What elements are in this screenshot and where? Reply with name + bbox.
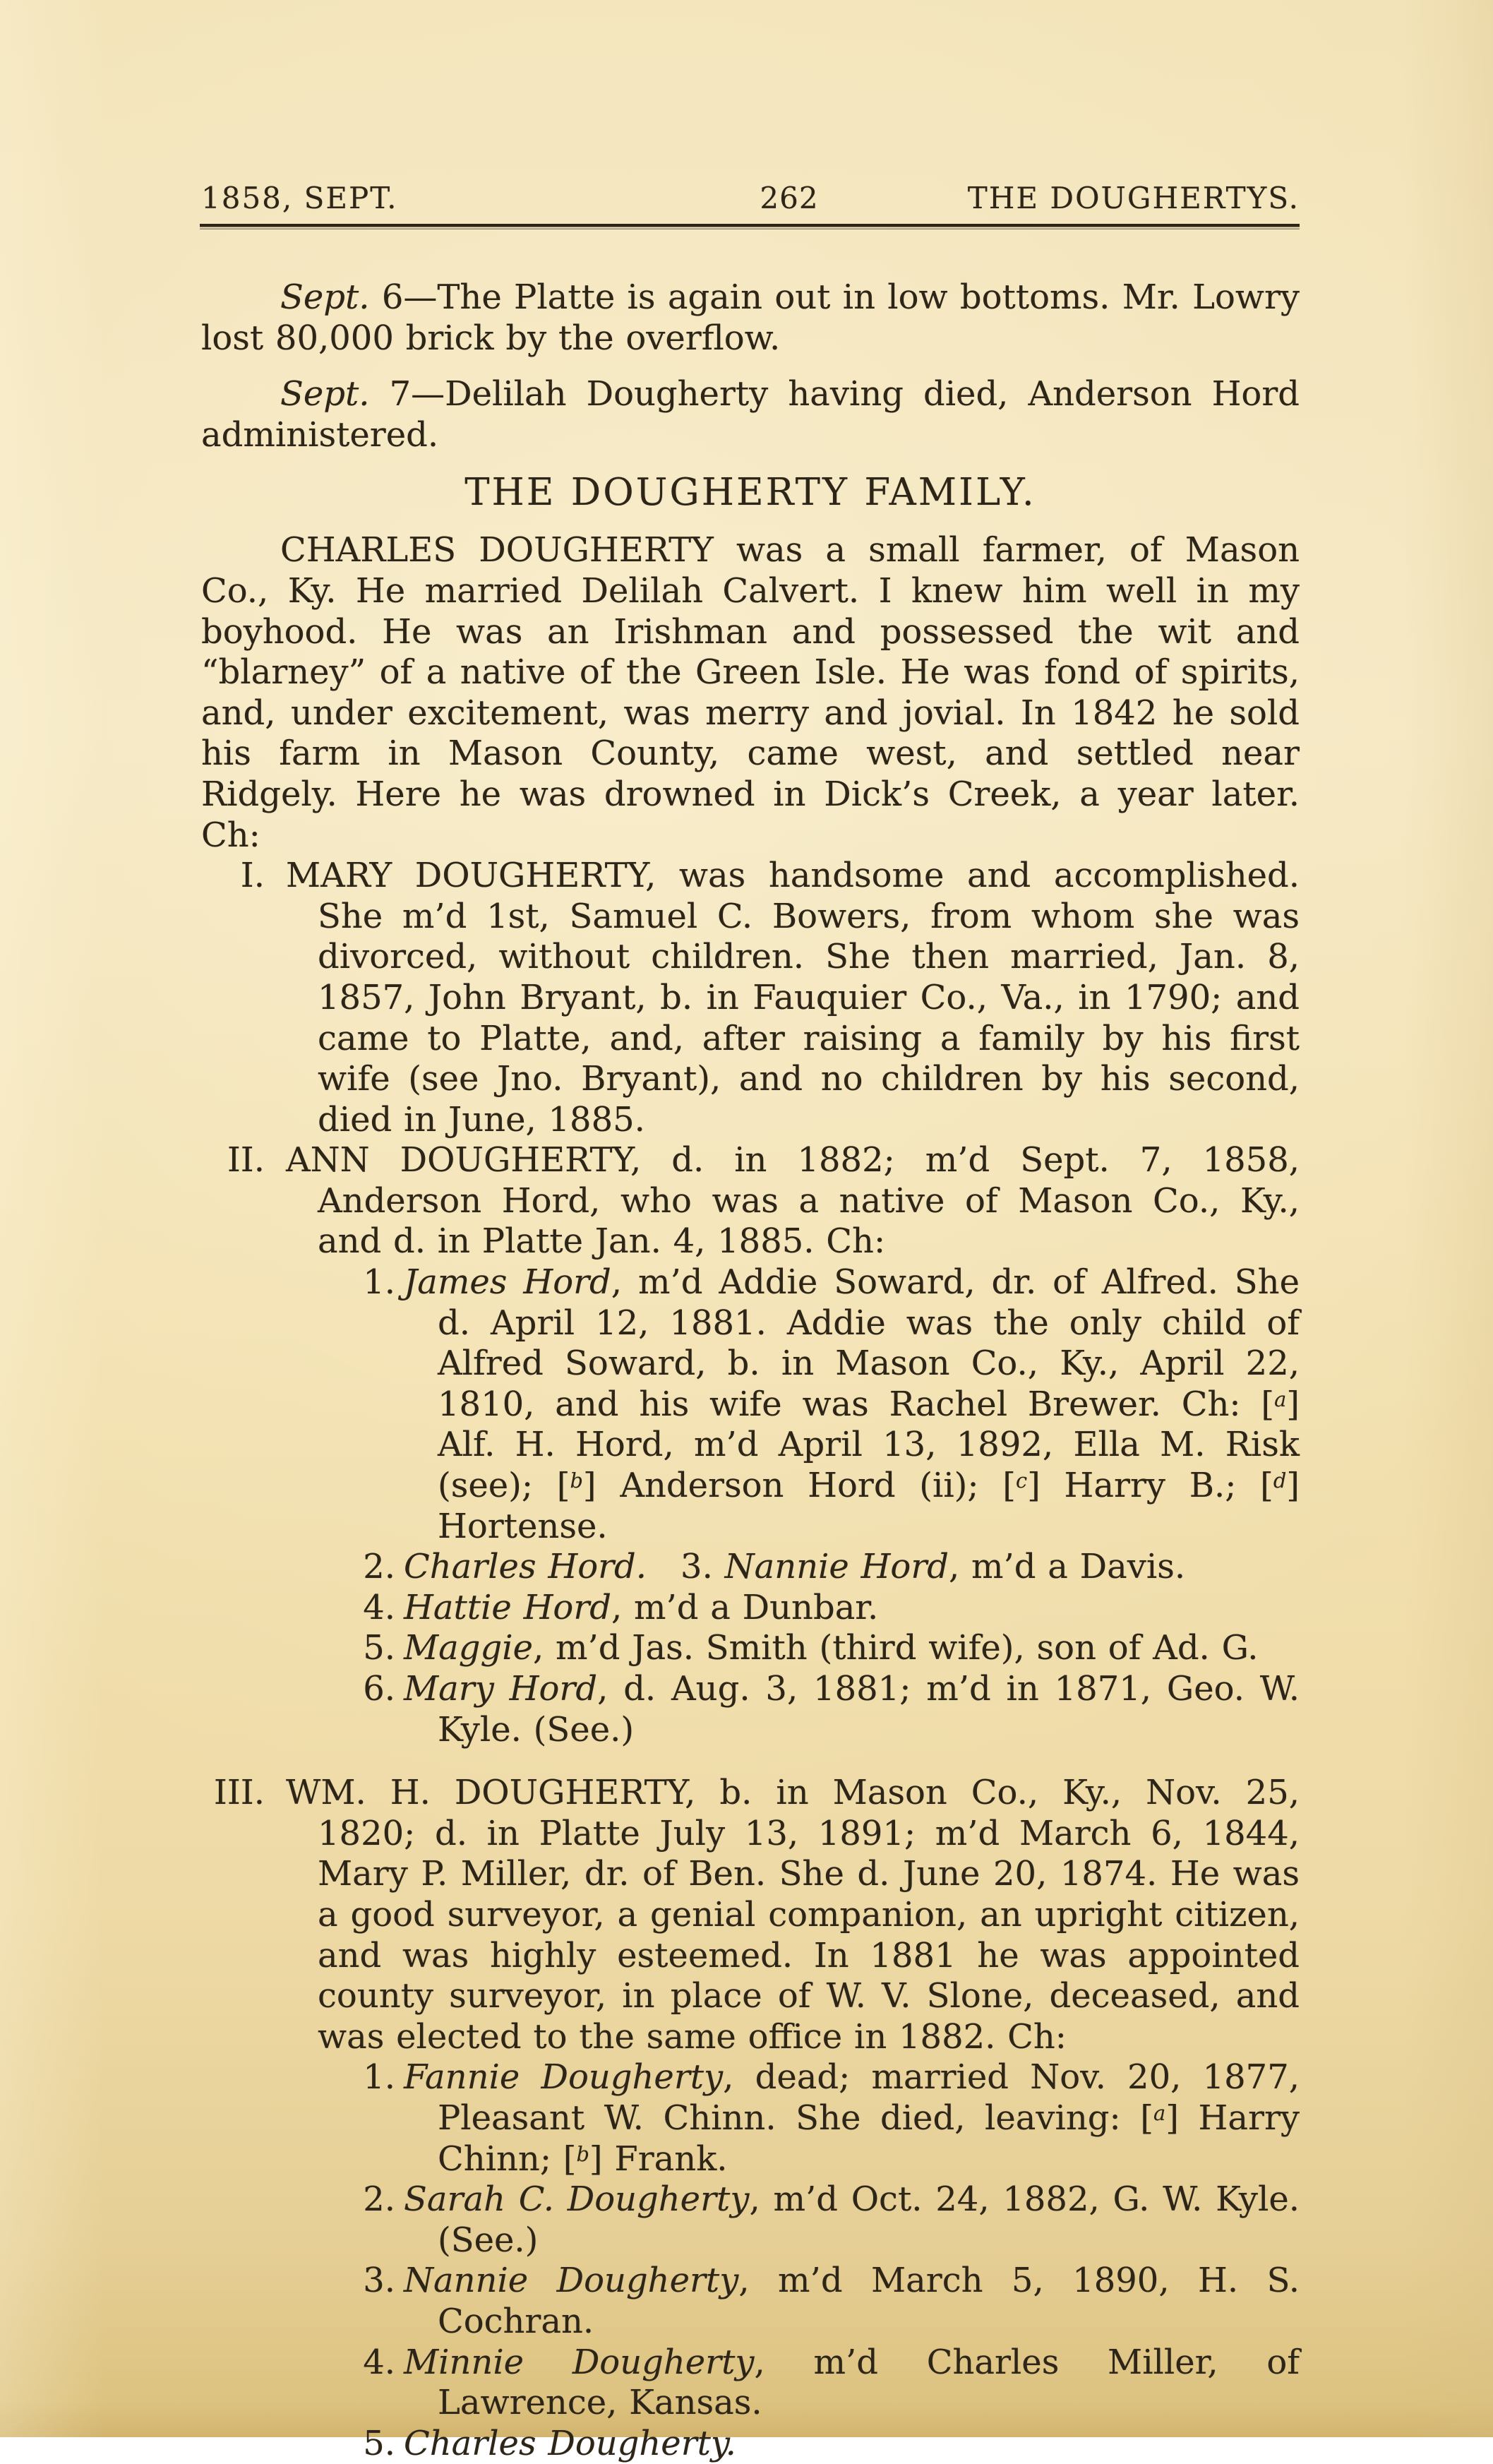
item-number: 1. bbox=[346, 2057, 395, 2098]
text-segment: ] Hortense. bbox=[438, 1466, 1300, 1546]
text-segment: 7—Delilah Dougherty having died, Anderson Hord administered. bbox=[201, 374, 1300, 455]
person-name: Charles Dougherty. bbox=[404, 2424, 736, 2463]
person-name: Maggie bbox=[404, 1628, 533, 1668]
grandchild-nannie-dougherty bbox=[201, 2261, 1300, 2342]
text-segment: , m’d Addie Soward, dr. of Alfred. She d. April 12, 1881. Addie was the only child of Alfred Soward, b. in Mason Co., Ky., April 22, 1810, and his wife was Rachel Brewer. Ch: [ bbox=[438, 1262, 1300, 1424]
person-name: Sept. bbox=[280, 374, 370, 414]
person-name: Charles Hord. bbox=[404, 1547, 647, 1586]
text-segment: CHARLES DOUGHERTY was a small farmer, of Mason Co., Ky. He married Delilah Calvert. I knew him well in my boyhood. He was an Irishman and possessed the wit and “blarney” of a native of the Green Isle. He was fond of spirits, and, under excitement, was merry and jovial. In 1842 he sold his farm in Mason County, came west, and settled near Ridgely. Here he was drowned in Dick’s Creek, a year later. Ch: bbox=[201, 530, 1300, 854]
text-segment: ] Alf. H. Hord, m’d April 13, 1892, Ella M. Risk (see); [ bbox=[438, 1384, 1300, 1505]
item-number: 3. bbox=[346, 2261, 395, 2302]
item-number: 2. bbox=[346, 2179, 395, 2220]
item-number: II. bbox=[176, 1140, 265, 1181]
text-segment: MARY DOUGHERTY, was handsome and accomplished. She m’d 1st, Samuel C. Bowers, from whom she was divorced, without children. She then married, Jan. 8, 1857, John Bryant, b. in Fauquier Co., Va., in 1790; and came to Platte, and, after raising a family by his first wife (see Jno. Bryant), and no children by his second, died in June, 1885. bbox=[286, 856, 1300, 1140]
header-rule bbox=[200, 224, 1300, 230]
child-wm-h-dougherty bbox=[201, 1773, 1300, 2057]
grandchild-charles-and-nannie-hord bbox=[201, 1547, 1300, 1588]
item-number: 4. bbox=[346, 2343, 395, 2384]
text-segment: ] Anderson Hord (ii); [ bbox=[583, 1466, 1016, 1505]
child-mary-dougherty bbox=[201, 856, 1300, 1140]
text-segment: 3. bbox=[647, 1547, 725, 1586]
family-intro-paragraph bbox=[201, 530, 1300, 856]
grandchild-minnie-dougherty bbox=[201, 2343, 1300, 2424]
text-segment: , m’d a Davis. bbox=[949, 1547, 1185, 1586]
grandchild-mary-hord bbox=[201, 1669, 1300, 1750]
text-segment: , m’d March 5, 1890, H. S. Cochran. bbox=[438, 2261, 1300, 2341]
diary-entry-sept-6 bbox=[201, 277, 1300, 359]
person-name: Fannie Dougherty bbox=[404, 2057, 723, 2097]
item-number: I. bbox=[176, 856, 265, 897]
grandchild-maggie-hord bbox=[201, 1628, 1300, 1669]
person-name: Hattie Hord bbox=[404, 1588, 611, 1627]
person-name: Nannie Dougherty bbox=[404, 2261, 738, 2300]
page-number: 262 bbox=[760, 181, 818, 216]
grandchild-hattie-hord bbox=[201, 1588, 1300, 1629]
superscript-letter: b bbox=[576, 2142, 589, 2166]
grandchild-james-hord bbox=[201, 1262, 1300, 1547]
item-number: 1. bbox=[346, 1262, 395, 1303]
text-segment: ] Frank. bbox=[589, 2139, 728, 2179]
item-number: 5. bbox=[346, 2424, 395, 2464]
header-date: 1858, SEPT. bbox=[201, 181, 721, 216]
superscript-letter: d bbox=[1273, 1469, 1286, 1493]
superscript-letter: b bbox=[570, 1469, 582, 1493]
text-segment: , d. Aug. 3, 1881; m’d in 1871, Geo. W. Kyle. (See.) bbox=[438, 1669, 1300, 1750]
grandchild-fannie-dougherty bbox=[201, 2057, 1300, 2179]
superscript-letter: c bbox=[1016, 1469, 1027, 1493]
page-header bbox=[201, 181, 1300, 216]
superscript-letter: a bbox=[1153, 2101, 1165, 2125]
text-segment: 6—The Platte is again out in low bottoms. Mr. Lowry lost 80,000 brick by the overflow. bbox=[201, 277, 1300, 358]
text-segment: WM. H. DOUGHERTY, b. in Mason Co., Ky., Nov. 25, 1820; d. in Platte July 13, 1891; m’d March 6, 1844, Mary P. Miller, dr. of Ben. She d. June 20, 1874. He was a good surveyor, a genial companion, an upright citizen, and was highly esteemed. In 1881 he was appointed county surveyor, in place of W. V. Slone, deceased, and was elected to the same office in 1882. Ch: bbox=[286, 1773, 1300, 2057]
text-segment: ANN DOUGHERTY, d. in 1882; m’d Sept. 7, 1858, Anderson Hord, who was a native of Mason Co., Ky., and d. in Platte Jan. 4, 1885. Ch: bbox=[286, 1140, 1300, 1261]
item-number: 5. bbox=[346, 1628, 395, 1669]
grandchild-sarah-c-dougherty bbox=[201, 2179, 1300, 2261]
text-segment: , dead; married Nov. 20, 1877, Pleasant W. Chinn. She died, leaving: [ bbox=[438, 2057, 1300, 2138]
person-name: Minnie Dougherty bbox=[404, 2343, 755, 2382]
text-segment: ] Harry B.; [ bbox=[1027, 1466, 1273, 1505]
person-name: James Hord bbox=[404, 1262, 611, 1302]
grandchild-charles-dougherty bbox=[201, 2424, 1300, 2464]
child-ann-dougherty bbox=[201, 1140, 1300, 1262]
item-number: III. bbox=[176, 1773, 265, 1814]
header-title: THE DOUGHERTYS. bbox=[780, 181, 1300, 216]
text-segment: , m’d a Dunbar. bbox=[611, 1588, 878, 1627]
item-number: 6. bbox=[346, 1669, 395, 1710]
person-name: Sept. bbox=[280, 277, 370, 317]
person-name: Nannie Hord bbox=[725, 1547, 949, 1586]
text-segment: ] Harry Chinn; [ bbox=[438, 2098, 1300, 2179]
text-segment: , m’d Oct. 24, 1882, G. W. Kyle. (See.) bbox=[438, 2179, 1300, 2260]
text-segment: , m’d Charles Miller, of Lawrence, Kansas. bbox=[438, 2343, 1300, 2423]
person-name: Mary Hord bbox=[404, 1669, 597, 1709]
item-number: 2. bbox=[346, 1547, 395, 1588]
person-name: Sarah C. Dougherty bbox=[404, 2179, 749, 2219]
item-number: 4. bbox=[346, 1588, 395, 1629]
document-content bbox=[201, 277, 1300, 2464]
superscript-letter: a bbox=[1274, 1387, 1286, 1411]
diary-entry-sept-7 bbox=[201, 374, 1300, 455]
text-segment: , m’d Jas. Smith (third wife), son of Ad. G. bbox=[533, 1628, 1258, 1668]
section-heading: THE DOUGHERTY FAMILY. bbox=[201, 471, 1300, 515]
